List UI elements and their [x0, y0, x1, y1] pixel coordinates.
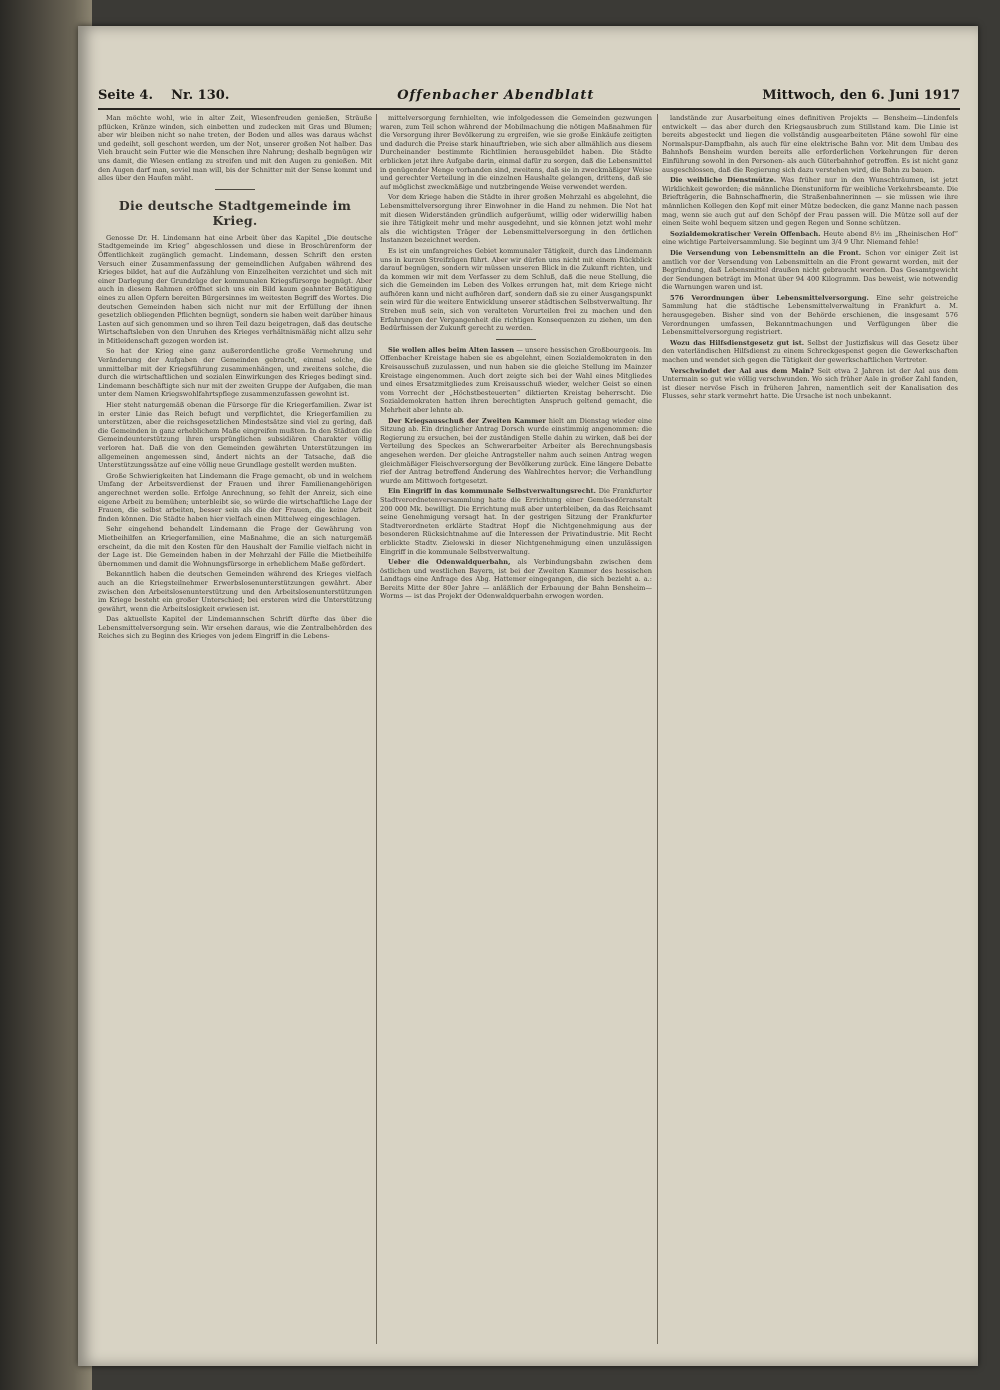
- news-item: [380, 417, 652, 486]
- news-item: [662, 294, 958, 337]
- news-item-title: Sie wollen alles beim Alten lassen: [388, 345, 514, 354]
- news-item-title: Die Versendung von Lebensmitteln an die Front.: [670, 248, 861, 257]
- paragraph: Sehr eingehend behandelt Lindemann die Frage der Gewährung von Mietbeihilfen an Kriegerfamilien, eine Maßnahme, die an sich naturgemäß erscheint, da die mit den Kosten für den Haushalt der Familie vielfach nicht in der Lage ist. Die Gemeinden haben in der Mehrzahl der Fälle die Mietbeihilfe übernommen und damit die Wohnungsfürsorge in erheblichem Maße gefördert.: [98, 525, 372, 568]
- news-item-body: Was früher nur in den Wunschträumen, ist jetzt Wirklichkeit geworden; die männliche Dienstuniform für weibliche Verkehrsbeamte. Die Briefträgerin, die Bahnschaffnerin, die Straßenbahnerinnen — sie müssen wie ihre männlichen Kollegen den Kopf mit einer Mütze bedecken, die ganz Manne nach passen mag, wenn sie auch gut auf den Schöpf der Frau passen will. Die Mütze soll auf der einen Seite wohl bequem sitzen und gegen Regen und Sonne schützen.: [662, 176, 958, 228]
- news-item-title: Die weibliche Dienstmütze.: [670, 176, 777, 185]
- news-item-title: Der Kriegsausschuß der Zweiten Kammer: [388, 416, 546, 425]
- paragraph: Es ist ein umfangreiches Gebiet kommunaler Tätigkeit, durch das Lindemann uns in kurzen Streifzügen führt. Aber wir dürfen uns nicht mit einem Rückblick darauf begnügen, sondern wir müssen unseren Blick in die Zukunft richten, und da kommen wir mit dem Verfasser zu dem Schluß, daß die neue Stellung, die sich die Gemeinden im Leben des Volkes errungen hat, mit dem Kriege nicht aufhören kann und nicht aufhören darf, sondern daß sie zu einer Ausgangspunkt sein wird für die weitere Entwicklung unserer städtischen Selbstverwaltung. Ihr Streben muß sein, sich von veralteten Vorurteilen frei zu machen und den Erfahrungen der Vergangenheit die richtigen Konsequenzen zu ziehen, um den Bedürfnissen der Zukunft gerecht zu werden.: [380, 246, 652, 333]
- issue-number: Nr. 130.: [171, 87, 230, 103]
- news-item-body: Die Frankfurter Stadtverordnetenversammlung hatte die Errichtung einer Gemüsedörranstalt 200 000 Mk. bewilligt. Die Errichtung muß aber unterbleiben, da das Reichsamt seine Genehmigung versagt hat. In der gestrigen Sitzung der Frankfurter Stadtverordneten erklärte Stadtrat Hopf die Nichtgenehmigung aus der besonderen Rücksichtnahme auf die Interessen der Privatindustrie. Mit Recht erblickte Stadtv. Zielowski in dieser Nichtgenehmigung einen unzulässigen Eingriff in die kommunale Selbstverwaltung.: [380, 487, 652, 556]
- page-header: [98, 84, 960, 106]
- news-item-body: hielt am Dienstag wieder eine Sitzung ab. Ein dringlicher Antrag Dorsch wurde einstimmig angenommen: die Regierung zu ersuchen, bei der zuständigen Stelle dahin zu wirken, daß bei der Verteilung des Speckes an Schwerarbeiter Arbeiter als Berechnungsbasis angesehen werden. Der gleiche Antragsteller nahm auch seinen Antrag wegen gleichmäßiger Fleischversorgung der Bevölkerung zurück. Eine längere Debatte rief der Antrag betreffend Änderung des Wahlrechtes hervor; die Verhandlung wurde am Mittwoch fortgesetzt.: [380, 416, 652, 485]
- column-divider: [657, 114, 658, 1344]
- column-1: [98, 114, 372, 1346]
- news-item-body: Heute abend 8½ im „Rheinischen Hof“ eine wichtige Parteiversammlung. Sie beginnt um 3/4 9 Uhr. Niemand fehle!: [662, 229, 958, 247]
- page-label: [98, 88, 229, 103]
- column-3: [662, 114, 958, 1346]
- news-item-body: als Verbindungsbahn zwischen dem östlichen und westlichen Bayern, ist bei der Zweiten Kammer des hessischen Landtags eine Anfrage des Abg. Hattemer eingegangen, die sich bezieht a. a.: Bereits Mitte der 80er Jahre — anläßlich der Erbauung der Bahn Bensheim—Worms — ist das Projekt der Odenwaldquerbahn erwogen worden.: [380, 558, 652, 601]
- news-item: [662, 230, 958, 247]
- news-item-title: Ein Eingriff in das kommunale Selbstverwaltungsrecht.: [388, 487, 596, 496]
- column-2: [380, 114, 652, 1346]
- paragraph: Vor dem Kriege haben die Städte in ihrer großen Mehrzahl es abgelehnt, die Lebensmittelversorgung ihrer Einwohner in die Hand zu nehmen. Die Not hat mit diesen Widerständen gründlich aufgeräumt, willig oder widerwillig haben sie ihre Tätigkeit mehr und mehr ausgedehnt, und sie können jetzt wohl mehr als die wichtigsten Träger der Lebensmittelversorgung in den örtlichen Instanzen bezeichnet werden.: [380, 193, 652, 245]
- newspaper-page: [78, 26, 978, 1366]
- section-rule: [496, 339, 536, 340]
- news-item-body: Seit etwa 2 Jahren ist der Aal aus dem Untermain so gut wie völlig verschwunden. Wo sich früher Aale in großer Zahl fanden, ist dieser nervöse Fisch in früheren Jahren, namentlich seit der Kanalisation des Flusses, sehr stark vermehrt hatte. Die Ursache ist noch unbekannt.: [662, 366, 958, 401]
- paragraph: So hat der Krieg eine ganz außerordentliche große Vermehrung und Veränderung der Aufgaben der Gemeinden gebracht, einmal solche, die unmittelbar mit der Kriegsführung zusammenhängen, und zweitens solche, die durch die wirtschaftlichen und sozialen Einwirkungen des Krieges bedingt sind. Lindemann beschäftigte sich nur mit der zweiten Gruppe der Aufgaben, die man unter dem Namen Kriegswohlfahrtspflege zusammenzufassen gewohnt ist.: [98, 347, 372, 399]
- column-divider: [376, 114, 377, 1344]
- news-item-body: Schon vor einiger Zeit ist amtlich vor der Versendung von Lebensmitteln an die Front gewarnt worden, mit der Begründung, daß Lebensmittel draußen nicht gebraucht werden. Das Gesamtgewicht der Sendungen beträgt im Monat über 94 400 Kilogramm. Das beweist, wie notwendig die Warnungen waren und ist.: [662, 248, 958, 292]
- header-rule: [98, 108, 960, 110]
- issue-date: Mittwoch, den 6. Juni 1917: [762, 87, 960, 103]
- paragraph: mittelversorgung fernhielten, wie infolgedessen die Gemeinden gezwungen waren, zum Teil schon während der Mobilmachung die nötigen Maßnahmen für die Versorgung ihrer Bevölkerung zu ergreifen, wie sie große Einkäufe zeitigten und dadurch die Preise stark hinauftrieben, wie sich aber allmählich aus diesem Durcheinander bestimmte Richtlinien herausgebildet haben. Die Städte erblicken jetzt ihre Aufgabe darin, einmal dafür zu sorgen, daß die Lebensmittel in genügender Menge vorhanden sind, zweitens, daß sie in zweckmäßiger Weise und gerechter Verteilung in die einzelnen Haushalte gelangen, drittens, daß sie auf möglichst zweckmäßige und nutzbringende Weise verwendet werden.: [380, 114, 652, 191]
- news-item-title: Wozu das Hilfsdienstgesetz gut ist.: [670, 338, 805, 347]
- paragraph: Das aktuellste Kapitel der Lindemannschen Schrift dürfte das über die Lebensmittelversorgung sein. Wir ersehen daraus, wie die Zentralbehörden des Reiches sich zu Beginn des Krieges von jedem Eingriff in die Lebens-: [98, 615, 372, 641]
- news-item-title: Verschwindet der Aal aus dem Main?: [670, 366, 814, 375]
- section-rule: [215, 189, 255, 190]
- news-item: [662, 339, 958, 365]
- article-headline: Die deutsche Stadtgemeinde im Krieg.: [118, 197, 352, 228]
- paragraph: Man möchte wohl, wie in alter Zeit, Wiesenfreuden genießen, Sträuße pflücken, Kränze winden, sich einbetten und zudecken mit Gras und Blumen; aber wir bleiben nicht so nahe treten, der Boden und alles was daraus wächst und gedeiht, soll geschont werden, um der Not, unserer großen Not halber. Das Vieh braucht sein Futter wie die Menschen ihre Nahrung; deshalb begnügen wir uns damit, die Wiesen entlang zu streifen und mit den Augen zu genießen. Mit den Augen darf man, soviel man will, bis der Schnitter mit der Sense kommt und alles über den Haufen mäht.: [98, 114, 372, 183]
- publication-title: Offenbacher Abendblatt: [397, 87, 595, 103]
- paragraph: Genosse Dr. H. Lindemann hat eine Arbeit über das Kapitel „Die deutsche Stadtgemeinde im Krieg“ abgeschlossen und diese in Broschürenform der Öffentlichkeit zugänglich gemacht. Lindemann, dessen Schrift den ersten Versuch einer Zusammenfassung der gemeindlichen Aufgaben während des Krieges bildet, hat auf die Aufzählung von Einzelheiten verzichtet und sich mit einer Darlegung der Grundzüge der kommunalen Kriegsfürsorge begnügt. Aber auch in diesem Rahmen eröffnet sich uns ein Bild kaum geahnter Betätigung eines zu allen Opfern bereiten Bürgersinnes im weitesten Begriff des Wortes. Die deutschen Gemeinden haben sich nicht nur mit der Erfüllung der ihnen gesetzlich obliegenden Pflichten begnügt, sondern sie haben weit darüber hinaus Lasten auf sich genommen und so ihren Teil dazu beigetragen, daß das deutsche Wirtschaftsleben von den Unruhen des Krieges verhältnismäßig nicht allzu sehr in Mitleidenschaft gezogen worden ist.: [98, 233, 372, 345]
- news-item: [380, 487, 652, 556]
- paragraph: landstände zur Ausarbeitung eines definitiven Projekts — Bensheim—Lindenfels entwickelt — das aber durch den Kriegsausbruch zum Stillstand kam. Die Linie ist bereits abgesteckt und liegen die vollständig ausgearbeiteten Pläne sowohl für eine Normalspur-Dampfbahn, als auch für eine elektrische Bahn vor. Mit dem Umbau des Bahnhofs Bensheim wurden bereits alle erforderlichen Vorkehrungen für deren Einführung sowohl in den Personen- als auch Güterbahnhof getroffen. Es ist nicht ganz ausgeschlossen, daß die Regierung sich dazu verstehen wird, die Bahn zu bauen.: [662, 114, 958, 174]
- page-number: Seite 4.: [98, 87, 153, 103]
- news-item: [662, 176, 958, 228]
- news-item: [380, 346, 652, 415]
- news-item-body: — unsere hessischen Großbourgeois. Im Offenbacher Kreistage haben sie es abgelehnt, einen Sozialdemokraten in den Kreisausschuß zuzulassen, und nun haben sie die gleiche Stellung im Mainzer Kreistage eingenommen. Auch dort zeigte sich bei der Wahl eines Mitgliedes und eines Ersatzmitgliedes zum Kreisausschuß wieder, welcher Geist so einen vom Vorrecht der „Höchstbesteuerten“ diktierten Kreistag beherrscht. Die Sozialdemokraten hatten ihren berechtigten Anspruch geltend gemacht, die Mehrheit aber lehnte ab.: [380, 345, 652, 414]
- news-item: [662, 249, 958, 292]
- news-item: [380, 558, 652, 601]
- news-item-title: Ueber die Odenwaldquerbahn,: [388, 558, 511, 567]
- news-item-title: 576 Verordnungen über Lebensmittelversorgung.: [670, 293, 869, 302]
- news-item: [662, 367, 958, 401]
- news-item-body: Eine sehr geistreiche Sammlung hat die städtische Lebensmittelverwaltung in Frankfurt a. M. herausgegeben. Bisher sind von der Behörde erschienen, die insgesamt 576 Verordnungen umfassen, Bekanntmachungen und Verfügungen über die Lebensmittelversorgung registriert.: [662, 293, 958, 337]
- news-item-title: Sozialdemokratischer Verein Offenbach.: [670, 229, 821, 238]
- paragraph: Bekanntlich haben die deutschen Gemeinden während des Krieges vielfach auch an die Kriegsteilnehmer Erwerbslosenunterstützungen gewährt. Aber zwischen den Arbeitslosenunterstützung und den Arbeitslosenunterstützungen im Kriege besteht ein großer Unterschied; bei ersteren wird die Unterstützung gewährt, wenn die Arbeitslosigkeit erwiesen ist.: [98, 570, 372, 613]
- paragraph: Große Schwierigkeiten hat Lindemann die Frage gemacht, ob und in welchem Umfang der Arbeitsverdienst der Frauen und ihrer Familienangehörigen angerechnet werden solle. Erfolge Anrechnung, so fehlt der Anreiz, sich eine eigene Arbeit zu bemühen; unterbleibt sie, so würde die wirtschaftliche Lage der Frauen, die selbst arbeiten, besser sein als die der Frauen, die keine Arbeit finden können. Die Städte haben hier vielfach einen Mittelweg eingeschlagen.: [98, 471, 372, 523]
- paragraph: Hier steht naturgemäß obenan die Fürsorge für die Kriegerfamilien. Zwar ist in erster Linie das Reich befugt und verpflichtet, die Kriegerfamilien zu unterstützen, aber die reichsgesetzlichen Mindestsätze sind viel zu gering, daß die Gemeinden in ganz erheblichem Maße eingreifen mußten. In den Städten die Gemeindeunterstützung ihren ursprünglichen subsidiären Charakter völlig verloren hat. Daß die von den Gemeinden gewährten Unterstützungen im allgemeinen angemessen sind, ändert nichts an der Tatsache, daß die Unterstützungssätze auf eine völlig neue Grundlage gestellt werden mußten.: [98, 401, 372, 470]
- news-item-body: Selbst der Justizfiskus will das Gesetz über den vaterländischen Hilfsdienst zu einem Schreckgespenst gegen die Gewerkschaften machen und wendet sich gegen die Tätigkeit der gewerkschaftlichen Vertreter.: [662, 338, 958, 365]
